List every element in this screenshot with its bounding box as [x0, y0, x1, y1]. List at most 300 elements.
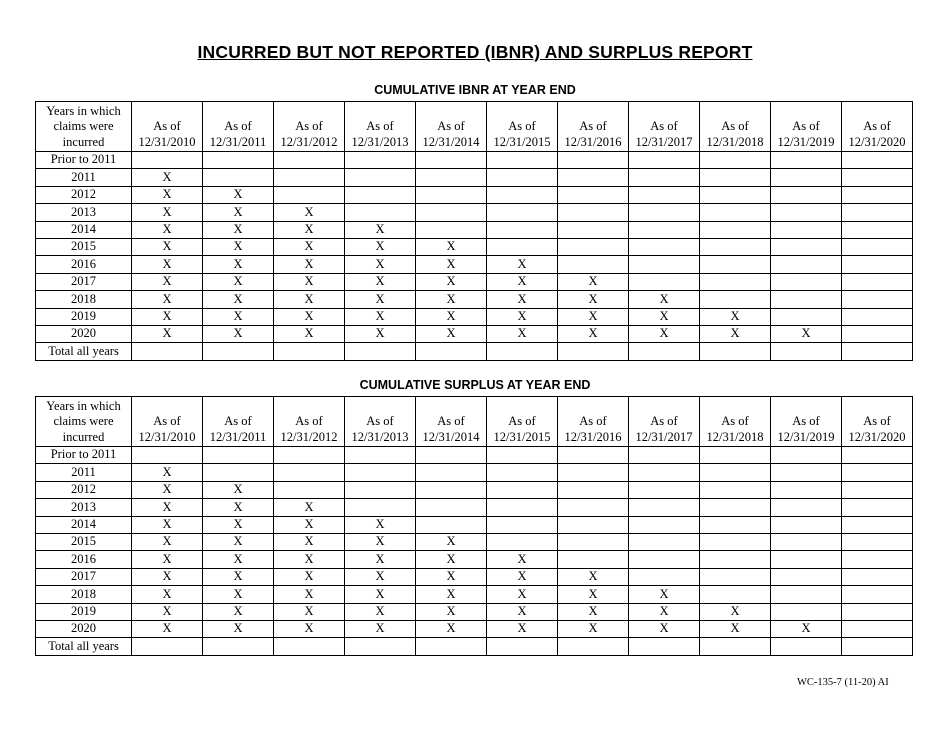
as-of-label: As of — [366, 119, 394, 133]
table-cell[interactable] — [416, 481, 487, 498]
table-cell[interactable]: X — [416, 291, 487, 308]
table-cell[interactable] — [842, 152, 913, 169]
table-cell[interactable]: X — [416, 603, 487, 620]
table-cell[interactable]: X — [274, 238, 345, 255]
as-of-label: As of — [224, 119, 252, 133]
table-cell[interactable]: X — [558, 273, 629, 290]
table-cell[interactable] — [487, 204, 558, 221]
table-cell[interactable]: X — [132, 603, 203, 620]
table-cell[interactable] — [629, 186, 700, 203]
table-cell[interactable] — [842, 499, 913, 516]
table-cell[interactable]: X — [345, 256, 416, 273]
table-cell[interactable] — [558, 152, 629, 169]
table-cell[interactable] — [700, 516, 771, 533]
table-cell[interactable]: X — [700, 603, 771, 620]
table-cell[interactable] — [842, 603, 913, 620]
table-cell[interactable]: X — [132, 221, 203, 238]
table-row — [36, 620, 913, 637]
table-cell[interactable]: X — [274, 256, 345, 273]
table-cell[interactable] — [771, 238, 842, 255]
table-cell[interactable] — [416, 516, 487, 533]
table-cell[interactable] — [274, 343, 345, 360]
table-cell[interactable] — [771, 568, 842, 585]
table-cell[interactable] — [487, 464, 558, 481]
table-cell[interactable] — [203, 343, 274, 360]
row-year-label: 2016 — [36, 551, 132, 568]
table-cell[interactable]: X — [274, 533, 345, 550]
table-row — [36, 325, 913, 342]
table-cell[interactable]: X — [132, 325, 203, 342]
table-cell[interactable] — [629, 273, 700, 290]
table-cell[interactable]: X — [274, 325, 345, 342]
table-cell[interactable] — [700, 568, 771, 585]
table-row — [36, 308, 913, 325]
table-cell[interactable] — [132, 152, 203, 169]
table-cell[interactable] — [487, 238, 558, 255]
table-cell[interactable]: X — [558, 568, 629, 585]
table-cell[interactable] — [558, 221, 629, 238]
as-of-label: As of — [295, 414, 323, 428]
table-cell[interactable]: X — [345, 603, 416, 620]
table-cell[interactable] — [700, 586, 771, 603]
table-cell[interactable] — [416, 221, 487, 238]
table-cell[interactable] — [700, 273, 771, 290]
table-cell[interactable]: X — [132, 169, 203, 186]
table-cell[interactable] — [274, 186, 345, 203]
as-of-date: 12/31/2017 — [635, 134, 693, 149]
table-cell[interactable]: X — [274, 603, 345, 620]
table-cell[interactable]: X — [700, 325, 771, 342]
table-cell[interactable] — [700, 186, 771, 203]
table-cell[interactable] — [700, 638, 771, 655]
table-cell[interactable] — [771, 499, 842, 516]
table-cell[interactable]: X — [203, 308, 274, 325]
table-cell[interactable] — [629, 238, 700, 255]
table-cell[interactable]: X — [487, 603, 558, 620]
table-cell[interactable] — [700, 291, 771, 308]
table-cell[interactable]: X — [416, 325, 487, 342]
table-cell[interactable] — [558, 516, 629, 533]
table-cell[interactable] — [558, 204, 629, 221]
table-cell[interactable]: X — [487, 551, 558, 568]
table-cell[interactable]: X — [274, 568, 345, 585]
table-cell[interactable]: X — [132, 464, 203, 481]
table-cell[interactable] — [558, 481, 629, 498]
table-cell[interactable]: X — [629, 325, 700, 342]
table-cell[interactable] — [771, 221, 842, 238]
table-cell[interactable] — [842, 308, 913, 325]
table-cell[interactable] — [842, 516, 913, 533]
table-cell[interactable]: X — [771, 620, 842, 637]
table-cell[interactable] — [771, 169, 842, 186]
table-cell[interactable]: X — [132, 291, 203, 308]
table-cell[interactable] — [771, 516, 842, 533]
table-cell[interactable] — [274, 464, 345, 481]
table-cell[interactable]: X — [132, 499, 203, 516]
table-cell[interactable]: X — [345, 273, 416, 290]
table-cell[interactable]: X — [487, 568, 558, 585]
table-cell[interactable] — [700, 447, 771, 464]
table-cell[interactable] — [345, 204, 416, 221]
table-cell[interactable]: X — [203, 291, 274, 308]
table-cell[interactable] — [771, 603, 842, 620]
table-cell[interactable] — [629, 481, 700, 498]
table-cell[interactable] — [487, 169, 558, 186]
table-cell[interactable] — [487, 638, 558, 655]
table-cell[interactable] — [771, 343, 842, 360]
as-of-label: As of — [650, 414, 678, 428]
table-cell[interactable] — [842, 343, 913, 360]
table-cell[interactable]: X — [132, 533, 203, 550]
table-cell[interactable]: X — [416, 256, 487, 273]
table-cell[interactable] — [629, 499, 700, 516]
as-of-date: 12/31/2018 — [706, 134, 764, 149]
table-cell[interactable] — [345, 464, 416, 481]
table-cell[interactable]: X — [132, 256, 203, 273]
row-year-label: 2017 — [36, 273, 132, 290]
table-cell[interactable]: X — [558, 325, 629, 342]
table-cell[interactable]: X — [203, 256, 274, 273]
table-cell[interactable] — [487, 481, 558, 498]
table-cell[interactable] — [700, 551, 771, 568]
table-cell[interactable]: X — [345, 533, 416, 550]
table-cell[interactable] — [700, 343, 771, 360]
table-row — [36, 221, 913, 238]
table-cell[interactable]: X — [132, 204, 203, 221]
table-cell[interactable] — [700, 256, 771, 273]
table-cell[interactable] — [345, 481, 416, 498]
table-cell[interactable] — [700, 152, 771, 169]
table-cell[interactable] — [203, 447, 274, 464]
table-cell[interactable]: X — [203, 568, 274, 585]
table-cell[interactable]: X — [487, 273, 558, 290]
table-cell[interactable]: X — [203, 603, 274, 620]
table-cell[interactable] — [629, 516, 700, 533]
as-of-column-header — [487, 102, 558, 152]
table-cell[interactable] — [629, 551, 700, 568]
table-cell[interactable]: X — [132, 308, 203, 325]
table-cell[interactable] — [771, 533, 842, 550]
table-cell[interactable] — [629, 447, 700, 464]
table-cell[interactable] — [345, 499, 416, 516]
table-cell[interactable]: X — [203, 221, 274, 238]
table-cell[interactable]: X — [203, 481, 274, 498]
table-cell[interactable]: X — [416, 568, 487, 585]
table-cell[interactable] — [771, 481, 842, 498]
table-cell[interactable] — [274, 447, 345, 464]
row-year-label: Prior to 2011 — [36, 447, 132, 464]
table-cell[interactable]: X — [487, 586, 558, 603]
row-year-label: 2017 — [36, 568, 132, 585]
table-cell[interactable] — [842, 568, 913, 585]
table-cell[interactable] — [558, 551, 629, 568]
table-cell[interactable] — [629, 152, 700, 169]
table-cell[interactable]: X — [203, 325, 274, 342]
table-cell[interactable]: X — [416, 238, 487, 255]
table-cell[interactable] — [558, 186, 629, 203]
table-cell[interactable] — [487, 343, 558, 360]
table-cell[interactable] — [558, 464, 629, 481]
table-cell[interactable] — [842, 620, 913, 637]
table-cell[interactable] — [842, 204, 913, 221]
table-cell[interactable] — [771, 186, 842, 203]
table-cell[interactable] — [771, 273, 842, 290]
table-cell[interactable]: X — [132, 273, 203, 290]
table-cell[interactable] — [558, 343, 629, 360]
table-cell[interactable]: X — [274, 499, 345, 516]
table-cell[interactable]: X — [558, 308, 629, 325]
table-cell[interactable] — [416, 204, 487, 221]
table-cell[interactable] — [842, 447, 913, 464]
table-cell[interactable] — [558, 533, 629, 550]
row-year-label: 2012 — [36, 186, 132, 203]
table-cell[interactable] — [274, 169, 345, 186]
table-cell[interactable] — [771, 586, 842, 603]
table-cell[interactable] — [345, 447, 416, 464]
table-cell[interactable]: X — [629, 291, 700, 308]
as-of-column-header — [203, 397, 274, 447]
table-cell[interactable] — [274, 152, 345, 169]
table-cell[interactable] — [558, 256, 629, 273]
table-cell[interactable] — [558, 499, 629, 516]
table-cell[interactable] — [842, 273, 913, 290]
table-cell[interactable] — [700, 204, 771, 221]
table-cell[interactable]: X — [203, 204, 274, 221]
as-of-date: 12/31/2011 — [209, 134, 267, 149]
table-cell[interactable]: X — [132, 586, 203, 603]
page-title: INCURRED BUT NOT REPORTED (IBNR) AND SURPLUS REPORT — [197, 42, 753, 62]
table-cell[interactable] — [132, 447, 203, 464]
table-cell[interactable]: X — [203, 551, 274, 568]
table-cell[interactable] — [487, 186, 558, 203]
table-cell[interactable] — [700, 481, 771, 498]
table-cell[interactable]: X — [629, 586, 700, 603]
table-cell[interactable] — [203, 152, 274, 169]
row-year-label: 2020 — [36, 620, 132, 637]
table-cell[interactable]: X — [487, 291, 558, 308]
table-cell[interactable] — [700, 169, 771, 186]
table-cell[interactable] — [487, 499, 558, 516]
table-cell[interactable]: X — [487, 325, 558, 342]
table-cell[interactable]: X — [345, 620, 416, 637]
table-cell[interactable]: X — [132, 620, 203, 637]
as-of-date: 12/31/2019 — [777, 134, 835, 149]
table-cell[interactable]: X — [416, 551, 487, 568]
table-cell[interactable] — [842, 291, 913, 308]
as-of-label: As of — [153, 414, 181, 428]
table-cell[interactable] — [842, 464, 913, 481]
table-cell[interactable] — [771, 551, 842, 568]
table-cell[interactable]: X — [629, 308, 700, 325]
table-cell[interactable] — [771, 152, 842, 169]
table-cell[interactable]: X — [274, 516, 345, 533]
table-cell[interactable] — [345, 343, 416, 360]
table-cell[interactable]: X — [771, 325, 842, 342]
table-cell[interactable] — [629, 204, 700, 221]
table-cell[interactable]: X — [558, 586, 629, 603]
table-cell[interactable]: X — [203, 533, 274, 550]
table-row — [36, 586, 913, 603]
table-cell[interactable] — [842, 481, 913, 498]
table-cell[interactable] — [416, 169, 487, 186]
table-cell[interactable]: X — [274, 586, 345, 603]
table-cell[interactable]: X — [416, 620, 487, 637]
table-cell[interactable]: X — [274, 620, 345, 637]
as-of-column-header — [558, 102, 629, 152]
table-cell[interactable] — [700, 464, 771, 481]
table-cell[interactable]: X — [274, 551, 345, 568]
table-cell[interactable]: X — [274, 308, 345, 325]
table-cell[interactable]: X — [345, 551, 416, 568]
table-cell[interactable] — [842, 169, 913, 186]
as-of-column-header — [345, 102, 416, 152]
table-cell[interactable]: X — [274, 291, 345, 308]
table-cell[interactable] — [203, 464, 274, 481]
table-cell[interactable] — [700, 533, 771, 550]
table-cell[interactable] — [558, 238, 629, 255]
table-cell[interactable] — [842, 256, 913, 273]
table-cell[interactable] — [700, 238, 771, 255]
table-cell[interactable] — [487, 447, 558, 464]
table-cell[interactable] — [558, 169, 629, 186]
table-cell[interactable] — [771, 291, 842, 308]
table-cell[interactable] — [629, 169, 700, 186]
table-cell[interactable]: X — [203, 516, 274, 533]
table-cell[interactable]: X — [274, 204, 345, 221]
table-cell[interactable] — [345, 638, 416, 655]
table-cell[interactable]: X — [345, 238, 416, 255]
table-cell[interactable]: X — [345, 516, 416, 533]
table-cell[interactable] — [842, 638, 913, 655]
as-of-date: 12/31/2011 — [209, 429, 267, 444]
table-cell[interactable] — [203, 169, 274, 186]
table-cell[interactable] — [629, 221, 700, 238]
table-cell[interactable] — [842, 533, 913, 550]
table-cell[interactable]: X — [487, 256, 558, 273]
table-cell[interactable] — [771, 308, 842, 325]
table-cell[interactable]: X — [558, 291, 629, 308]
table-cell[interactable]: X — [203, 499, 274, 516]
table-cell[interactable]: X — [345, 325, 416, 342]
table-cell[interactable]: X — [132, 568, 203, 585]
table-cell[interactable]: X — [558, 603, 629, 620]
table-cell[interactable] — [345, 186, 416, 203]
table-cell[interactable] — [842, 186, 913, 203]
table-cell[interactable] — [487, 516, 558, 533]
table-row — [36, 568, 913, 585]
table-cell[interactable] — [487, 533, 558, 550]
table-row — [36, 273, 913, 290]
table-cell[interactable]: X — [700, 620, 771, 637]
table-cell[interactable]: X — [132, 186, 203, 203]
table-cell[interactable] — [842, 551, 913, 568]
table-cell[interactable]: X — [203, 586, 274, 603]
table-cell[interactable]: X — [274, 273, 345, 290]
table-cell[interactable]: X — [345, 221, 416, 238]
table-cell[interactable]: X — [558, 620, 629, 637]
table-cell[interactable] — [771, 256, 842, 273]
table-cell[interactable] — [629, 343, 700, 360]
table-cell[interactable] — [132, 343, 203, 360]
table-cell[interactable]: X — [203, 186, 274, 203]
table-cell[interactable] — [558, 447, 629, 464]
table-cell[interactable]: X — [203, 238, 274, 255]
table-cell[interactable] — [416, 638, 487, 655]
table-cell[interactable]: X — [132, 551, 203, 568]
table-cell[interactable]: X — [132, 481, 203, 498]
surplus-table — [35, 396, 913, 656]
table-cell[interactable] — [416, 343, 487, 360]
table-cell[interactable] — [700, 499, 771, 516]
as-of-date: 12/31/2019 — [777, 429, 835, 444]
row-year-label: 2018 — [36, 291, 132, 308]
as-of-column-header — [771, 397, 842, 447]
table-cell[interactable]: X — [629, 620, 700, 637]
table-cell[interactable] — [416, 447, 487, 464]
table-cell[interactable] — [629, 256, 700, 273]
table-cell[interactable] — [487, 152, 558, 169]
table-cell[interactable]: X — [132, 238, 203, 255]
table-cell[interactable] — [771, 464, 842, 481]
table-cell[interactable] — [629, 568, 700, 585]
table-cell[interactable] — [700, 221, 771, 238]
table-cell[interactable]: X — [274, 221, 345, 238]
table-cell[interactable]: X — [345, 291, 416, 308]
table-cell[interactable]: X — [416, 273, 487, 290]
table-cell[interactable] — [274, 481, 345, 498]
table-cell[interactable] — [771, 638, 842, 655]
table-cell[interactable] — [274, 638, 345, 655]
table-cell[interactable]: X — [416, 586, 487, 603]
table-cell[interactable]: X — [345, 308, 416, 325]
table-cell[interactable]: X — [487, 620, 558, 637]
table-cell[interactable] — [842, 325, 913, 342]
table-cell[interactable] — [203, 638, 274, 655]
table-cell[interactable]: X — [345, 568, 416, 585]
as-of-label: As of — [579, 414, 607, 428]
table-cell[interactable]: X — [203, 620, 274, 637]
as-of-date: 12/31/2010 — [138, 134, 196, 149]
table-cell[interactable]: X — [416, 533, 487, 550]
table-cell[interactable] — [842, 221, 913, 238]
table-cell[interactable]: X — [700, 308, 771, 325]
as-of-column-header — [132, 397, 203, 447]
table-cell[interactable] — [842, 238, 913, 255]
table-cell[interactable] — [771, 447, 842, 464]
table-cell[interactable] — [345, 152, 416, 169]
table-cell[interactable] — [629, 464, 700, 481]
table-cell[interactable] — [416, 186, 487, 203]
table-cell[interactable]: X — [487, 308, 558, 325]
table-cell[interactable] — [487, 221, 558, 238]
table-cell[interactable]: X — [203, 273, 274, 290]
table-cell[interactable]: X — [629, 603, 700, 620]
table-cell[interactable] — [416, 499, 487, 516]
table-cell[interactable] — [558, 638, 629, 655]
table-cell[interactable]: X — [345, 586, 416, 603]
table-cell[interactable] — [132, 638, 203, 655]
table-cell[interactable] — [842, 586, 913, 603]
table-cell[interactable] — [771, 204, 842, 221]
table-cell[interactable]: X — [416, 308, 487, 325]
table-cell[interactable] — [345, 169, 416, 186]
as-of-date: 12/31/2015 — [493, 429, 551, 444]
table-cell[interactable]: X — [132, 516, 203, 533]
table-cell[interactable] — [629, 533, 700, 550]
table-cell[interactable] — [416, 464, 487, 481]
table-cell[interactable] — [629, 638, 700, 655]
table-cell[interactable] — [416, 152, 487, 169]
